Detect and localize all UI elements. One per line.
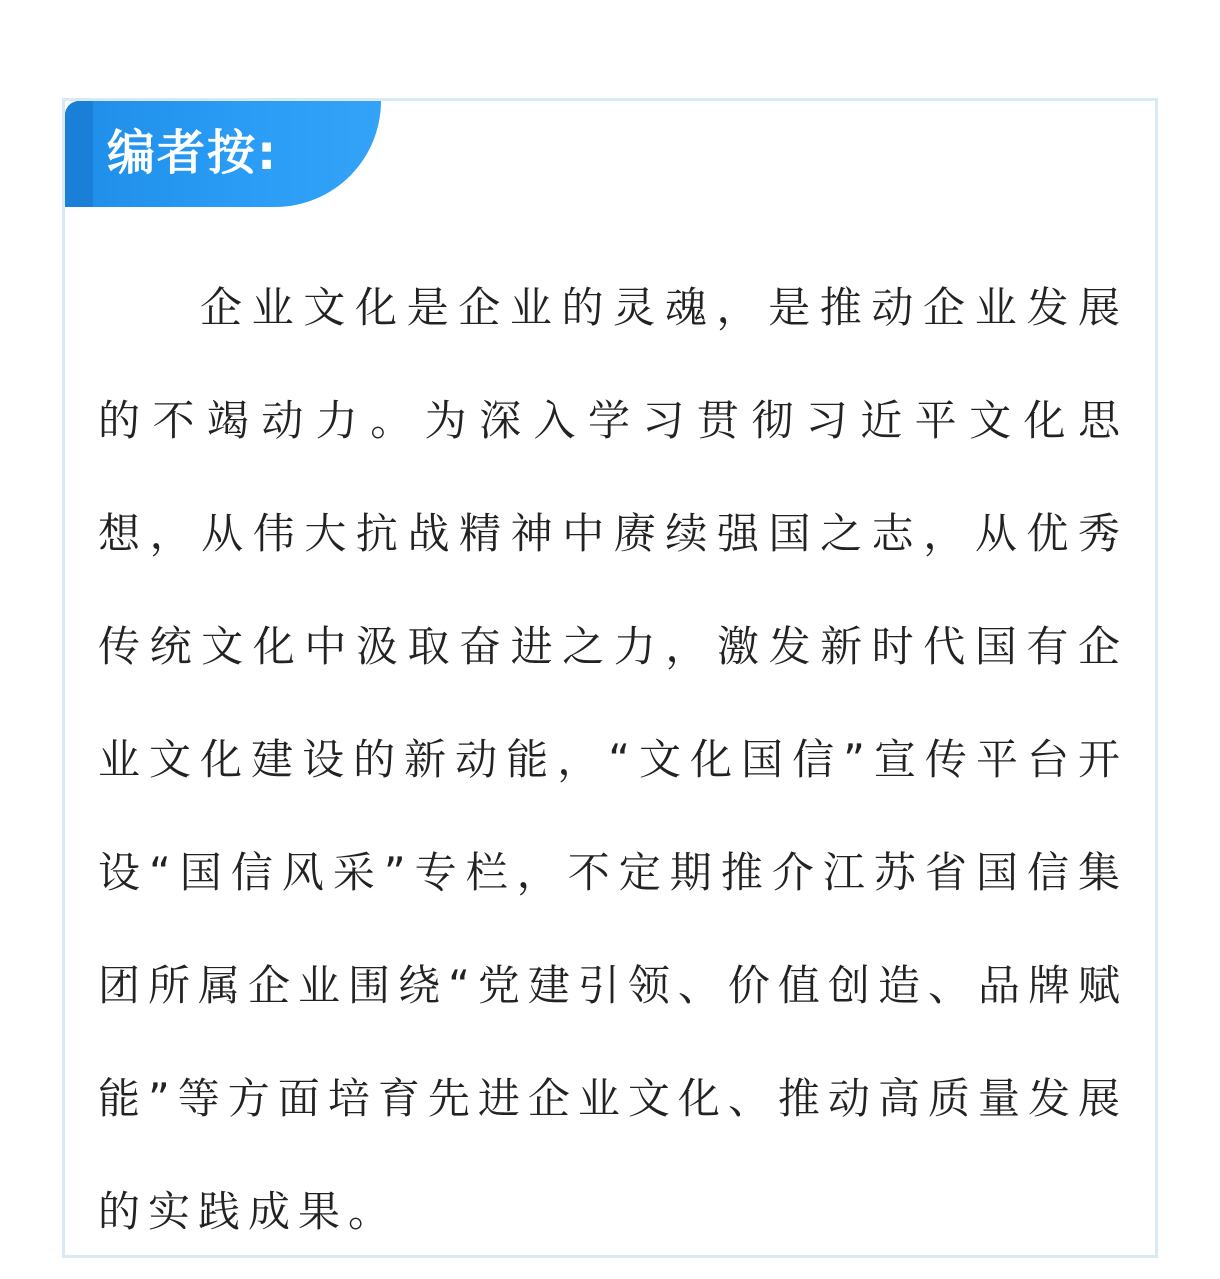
editor-note-header [65,101,381,207]
editor-note-title: 编者按: [107,125,279,181]
editor-note-paragraph: 企业文化是企业的灵魂，是推动企业发展的不竭动力。为深入学习贯彻习近平文化思想，从伟大抗战精神中赓续强国之志，从优秀传统文化中汲取奋进之力，激发新时代国有企业文化建设的新动能，“文化国信”宣传平台开设“国信风采”专栏，不定期推介江苏省国信集团所属企业围绕“党建引领、价值创造、品牌赋能”等方面培育先进企业文化、推动高质量发展的实践成果。 [98,283,1128,1236]
editor-note-card [62,98,1158,1258]
